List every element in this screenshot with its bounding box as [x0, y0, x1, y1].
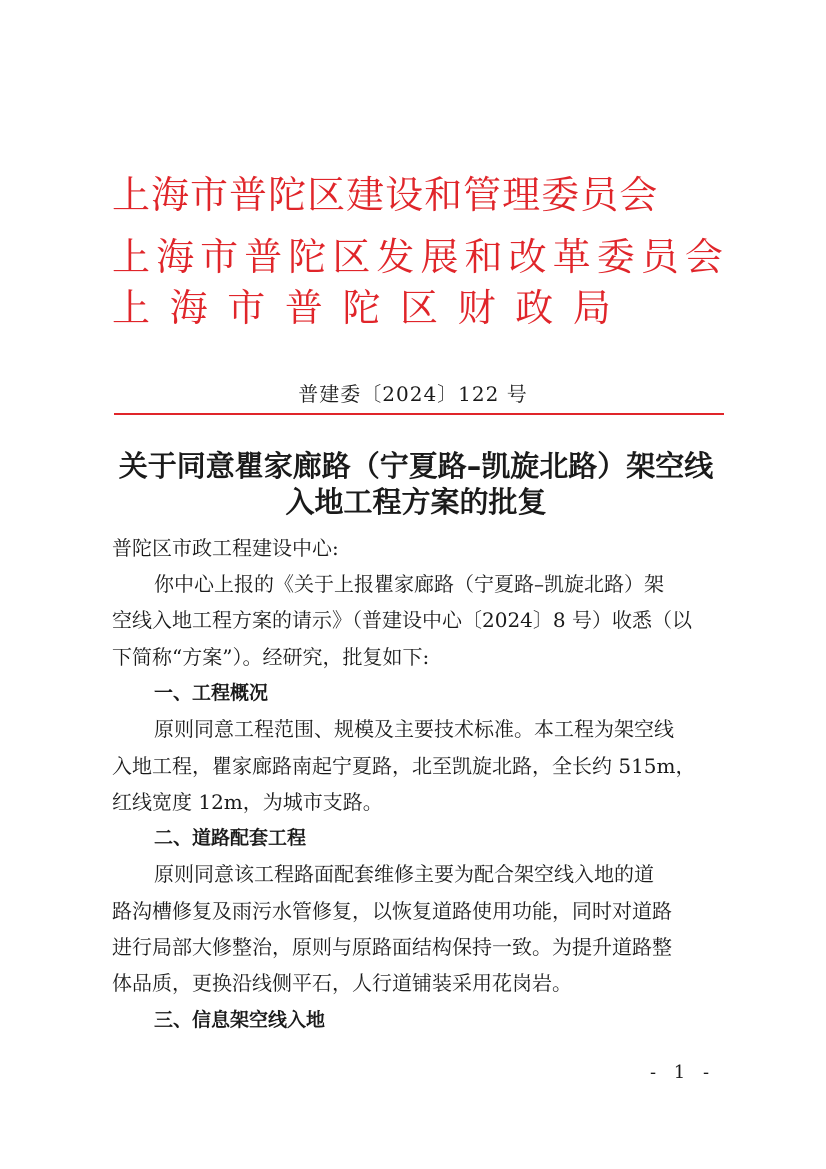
issuer-line-1 — [112, 164, 659, 219]
body-line: 原则同意该工程路面配套维修主要为配合架空线入地的道 — [154, 862, 654, 887]
issuer-char: 委 — [541, 173, 581, 217]
body-line: 路沟槽修复及雨污水管修复，以恢复道路使用功能，同时对道路 — [112, 898, 672, 923]
issuer-char: 发 — [376, 235, 416, 279]
section-heading: 二、道路配套工程 — [154, 827, 307, 850]
body-line: 空线入地工程方案的请示》（普建设中心〔2024〕8 号）收悉（以 — [112, 608, 692, 633]
issuer-char: 会 — [684, 235, 724, 279]
body-line: 体品质，更换沿线侧平石，人行道铺装采用花岗岩。 — [112, 971, 572, 996]
issuer-char: 上 — [112, 235, 152, 279]
page-number: - 1 - — [650, 1062, 716, 1083]
issuer-char: 海 — [156, 235, 196, 279]
document-title-line-1: 关于同意瞿家廊路（宁夏路–凯旋北路）架空线 — [118, 449, 714, 483]
issuer-char: 区 — [332, 235, 372, 279]
section-heading: 三、信息架空线入地 — [154, 1008, 326, 1031]
issuer-char: 区 — [400, 286, 440, 330]
issuer-char: 管 — [463, 173, 503, 217]
issuer-char: 和 — [464, 235, 504, 279]
section-heading: 一、工程概况 — [154, 681, 269, 704]
issuer-line-3 — [112, 277, 612, 332]
issuer-char: 委 — [596, 235, 636, 279]
issuer-char: 员 — [580, 173, 620, 217]
document-title-line-2: 入地工程方案的批复 — [285, 485, 547, 519]
issuer-char: 财 — [457, 286, 497, 330]
issuer-char: 陀 — [268, 173, 308, 217]
issuer-char: 政 — [515, 286, 555, 330]
red-divider-line — [114, 413, 724, 415]
issuer-char: 和 — [424, 173, 464, 217]
issuer-char: 建 — [346, 173, 386, 217]
issuer-char: 上 — [112, 286, 152, 330]
issuer-char: 局 — [572, 286, 612, 330]
issuer-char: 普 — [284, 286, 324, 330]
issuer-char: 海 — [169, 286, 209, 330]
body-line: 原则同意工程范围、规模及主要技术标准。本工程为架空线 — [154, 717, 674, 742]
addressee: 普陀区市政工程建设中心: — [112, 536, 339, 560]
issuer-char: 市 — [190, 173, 230, 217]
document-number: 普建委〔2024〕122 号 — [298, 382, 528, 406]
issuer-line-2 — [112, 226, 724, 281]
issuer-char: 设 — [385, 173, 425, 217]
issuer-char: 改 — [508, 235, 548, 279]
body-line: 进行局部大修整治，原则与原路面结构保持一致。为提升道路整 — [112, 935, 672, 959]
issuer-char: 理 — [502, 173, 542, 217]
body-line: 你中心上报的《关于上报瞿家廊路（宁夏路–凯旋北路）架 — [154, 572, 664, 596]
issuer-char: 陀 — [288, 235, 328, 279]
issuer-char: 员 — [640, 235, 680, 279]
issuer-char: 陀 — [342, 286, 382, 330]
body-line: 下简称“方案”）。经研究，批复如下: — [112, 644, 430, 669]
issuer-char: 普 — [244, 235, 284, 279]
issuer-char: 革 — [552, 235, 592, 279]
issuer-char: 普 — [229, 173, 269, 217]
issuer-char: 上 — [112, 173, 152, 217]
body-line: 入地工程，瞿家廊路南起宁夏路，北至凯旋北路，全长约 515m， — [112, 753, 696, 778]
body-line: 红线宽度 12m，为城市支路。 — [112, 789, 383, 814]
issuer-char: 会 — [619, 173, 659, 217]
issuer-char: 市 — [227, 286, 267, 330]
issuer-char: 海 — [151, 173, 191, 217]
issuer-char: 区 — [307, 173, 347, 217]
issuer-char: 市 — [200, 235, 240, 279]
issuer-char: 展 — [420, 235, 460, 279]
